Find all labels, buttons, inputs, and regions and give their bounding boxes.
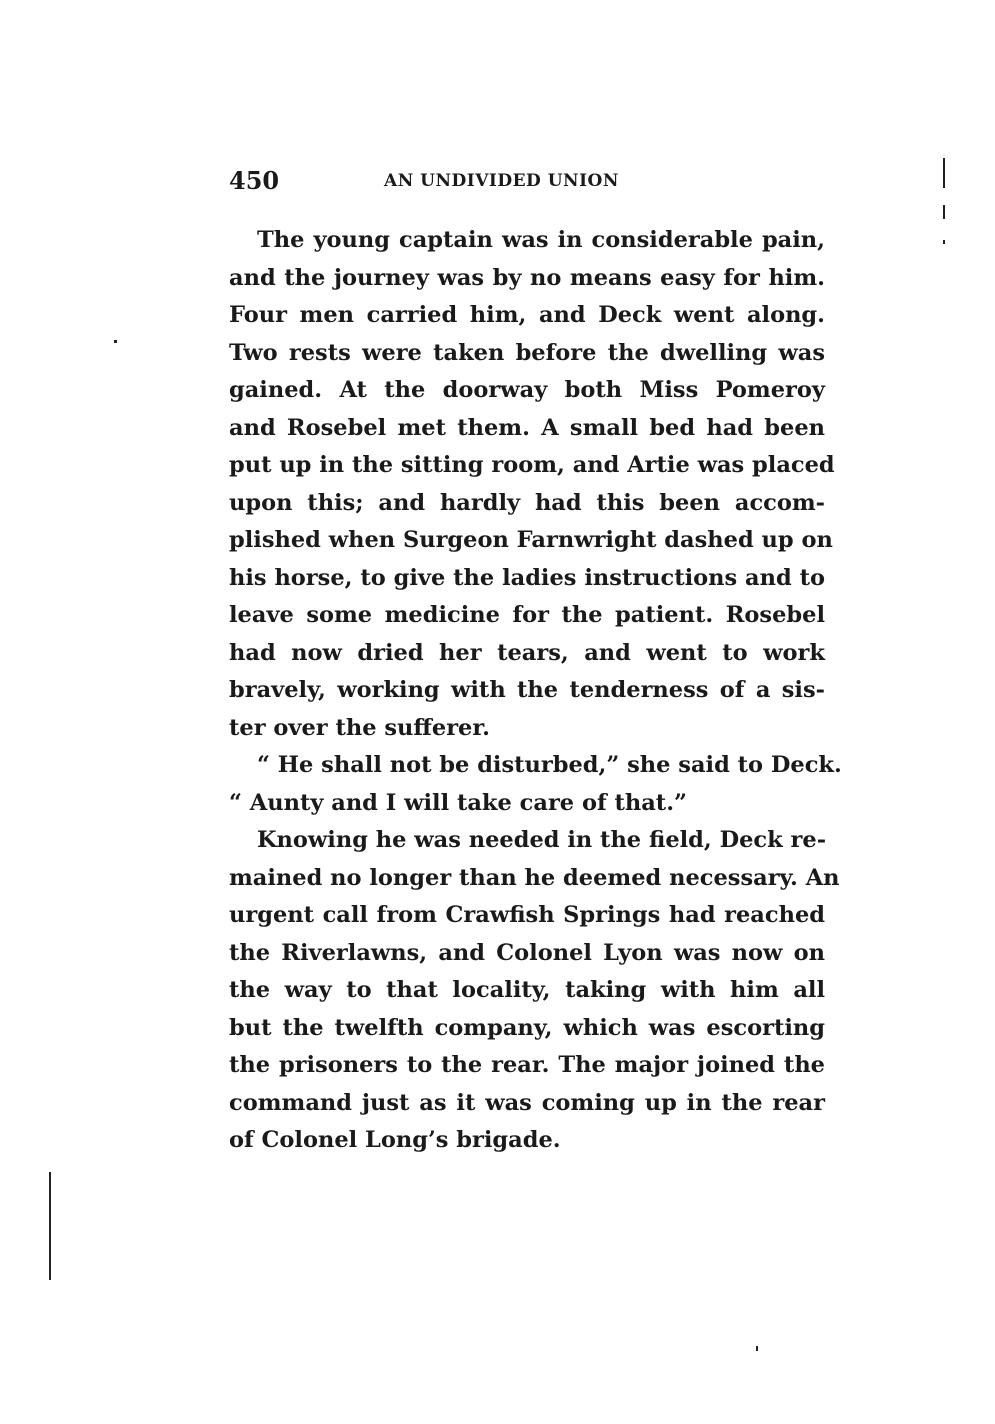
scan-mark [943,205,945,219]
page-number: 450 [229,166,280,195]
scan-mark [943,158,945,188]
text-line: command just as it was coming up in the rear [229,1089,825,1116]
scan-mark [49,1172,51,1280]
text-line: plished when Surgeon Farnwright dashed up on [229,527,833,553]
text-line: urgent call from Crawfish Springs had reached [229,902,825,928]
text-line: mained no longer than he deemed necessary. An [229,864,840,891]
running-title: AN UNDIVIDED UNION [384,171,619,191]
text-line: the way to that locality, taking with him all [229,977,825,1003]
text-line: bravely, working with the tenderness of a sis- [229,677,825,703]
page-header [229,166,829,200]
text-line: of Colonel Long’s brigade. [229,1127,561,1153]
text-line: “ He shall not be disturbed,” she said to Deck. [257,752,842,778]
scan-mark [756,1346,758,1351]
text-line: “ Aunty and I will take care of that.” [229,789,687,816]
text-line: but the twelfth company, which was escorting [229,1014,825,1041]
text-line: upon this; and hardly had this been accom- [229,489,825,516]
scan-mark [943,240,945,244]
text-line: his horse, to give the ladies instructions and to [229,564,825,591]
text-line: put up in the sitting room, and Artie was placed [229,452,835,478]
text-line: and the journey was by no means easy for him. [229,264,825,291]
text-line: Knowing he was needed in the field, Deck re- [257,827,827,853]
text-line: ter over the sufferer. [229,714,490,741]
scan-mark [114,340,117,343]
text-line: the Riverlawns, and Colonel Lyon was now on [229,939,825,966]
text-line: leave some medicine for the patient. Rosebel [229,602,825,628]
text-line: had now dried her tears, and went to work [229,639,825,666]
text-line: Four men carried him, and Deck went along. [229,302,825,328]
text-line: and Rosebel met them. A small bed had been [229,414,825,441]
text-line: The young captain was in considerable pain, [257,227,825,253]
body-text [229,222,842,1160]
text-line: the prisoners to the rear. The major joined the [229,1052,825,1078]
text-line: Two rests were taken before the dwelling was [229,339,825,366]
text-line: gained. At the doorway both Miss Pomeroy [229,377,825,403]
